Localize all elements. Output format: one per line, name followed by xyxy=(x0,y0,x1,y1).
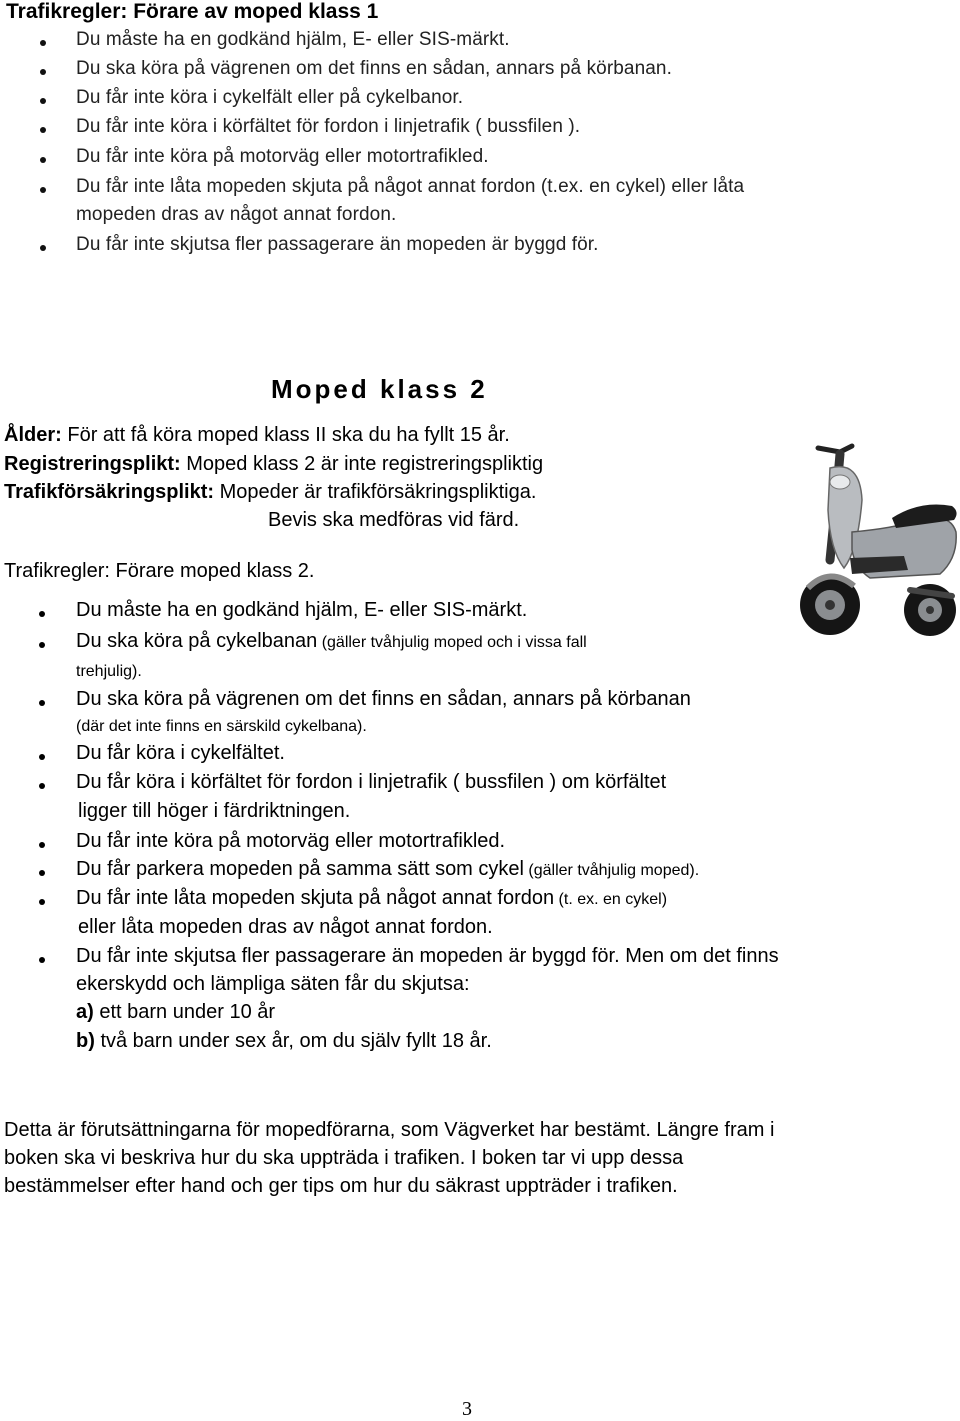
bullet-icon xyxy=(40,157,46,163)
bullet-icon xyxy=(40,127,46,133)
insurance-line: Trafikförsäkringsplikt: Mopeder är trafikförsäkringspliktiga. xyxy=(4,481,537,503)
bullet-icon xyxy=(40,69,46,75)
rules-title: Trafikregler: Förare moped klass 2. xyxy=(4,560,315,582)
registration-line: Registreringsplikt: Moped klass 2 är inte registreringspliktig xyxy=(4,453,544,475)
page-number: 3 xyxy=(462,1398,472,1420)
moped-scooter-icon xyxy=(800,440,960,645)
bullet-icon xyxy=(39,754,45,760)
bullet-icon xyxy=(40,98,46,104)
registration-label: Registreringsplikt: xyxy=(4,453,181,475)
bullet-icon xyxy=(40,245,46,251)
bullet-icon xyxy=(39,957,45,963)
closing-paragraph: Detta är förutsättningarna för mopedförarna, som Vägverket har bestämt. Längre fram i boken ska vi beskriva hur du ska uppträda i trafiken. I boken tar vi upp dessa bestämmelser efter hand och ger tips om hur du säkrast uppträder i trafiken. xyxy=(4,1119,775,1197)
bullet-icon xyxy=(39,783,45,789)
bullet-icon xyxy=(39,870,45,876)
section1-title: Trafikregler: Förare av moped klass 1 xyxy=(6,0,379,23)
bullet-icon xyxy=(39,700,45,706)
bullet-icon xyxy=(40,187,46,193)
bullet-icon xyxy=(40,40,46,46)
bullet-icon xyxy=(39,842,45,848)
section2-heading: Moped klass 2 xyxy=(271,374,488,404)
bullet-icon xyxy=(39,611,45,617)
insurance-label: Trafikförsäkringsplikt: xyxy=(4,481,215,503)
insurance-proof: Bevis ska medföras vid färd. xyxy=(268,509,520,531)
age-line: Ålder: För att få köra moped klass II ska du ha fyllt 15 år. xyxy=(4,424,510,446)
age-label: Ålder: xyxy=(4,424,62,446)
bullet-icon xyxy=(39,899,45,905)
bullet-icon xyxy=(39,642,45,648)
